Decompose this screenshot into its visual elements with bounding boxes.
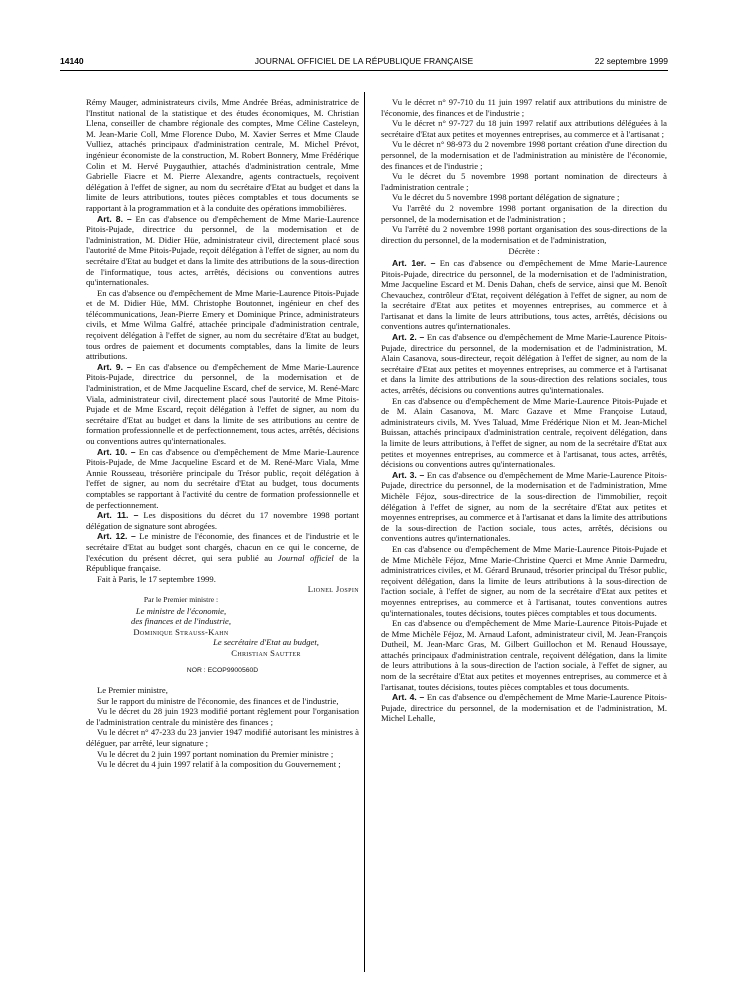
header-rule bbox=[60, 70, 668, 71]
publication-date: 22 septembre 1999 bbox=[594, 56, 668, 66]
paragraph: En cas d'absence ou d'empêchement de Mme Marie-Laurence Pitois-Pujade et de M. Didier Hüe, MM. Christophe Boutonnet, ingénieur en chef des télécommunications, Jean-Pierre Emery et Dominique Prince, administrateurs civils, et Mme Wilma Galfré, attachée principale d'administration centrale, reçoivent délégation à l'effet de signer, au nom du secrétaire d'Etat au budget, tous ordres de paiement et documents comptables, dans la limite de leurs attributions. bbox=[86, 287, 359, 362]
article-10 bbox=[86, 447, 359, 511]
article-text: Les dispositions du décret du 17 novembre 1998 portant délégation de signature sont abrogées. bbox=[86, 510, 359, 531]
visa: Vu l'arrêté du 2 novembre 1998 portant organisation des sous-directions de la direction du personnel, de la modernisation et de l'administration, bbox=[381, 224, 667, 245]
article-11 bbox=[86, 510, 359, 531]
minister-title-line2: des finances et de l'industrie, bbox=[131, 616, 231, 627]
paragraph: En cas d'absence ou d'empêchement de Mme Marie-Laurence Pitois-Pujade et de Mme Michèle Féjoz, M. Arnaud Lafont, administrateur civil, M. Jean-François Dutheil, M. Jean-Marc Gras, M. Gilbert Guillochon et M. Renaud Houssaye, attachés principaux d'administration centrale, reçoivent délégation, dans la limite de leurs attributions à la sous-direction de l'action sociale, à l'effet de signer, au nom de la secrétaire d'Etat aux petites et moyennes entreprises, au commerce et à l'artisanat, toutes décisions, toutes pièces comptables et tous documents. bbox=[381, 618, 667, 692]
article-9 bbox=[86, 362, 359, 447]
article-label: Art. 8. – bbox=[97, 213, 132, 224]
article-label: Art. 12. – bbox=[97, 531, 136, 542]
minister-name: Dominique Strauss-Kahn bbox=[133, 626, 229, 637]
article-text: En cas d'absence ou d'empêchement de Mme Marie-Laurence Pitois-Pujade, directrice du personnel, de la modernisation et de l'administration, Mme Jacqueline Escard et M. Denis Dahan, chefs de service, ainsi que M. Benoît Chevauchez, contrôleur d'Etat, reçoivent délégation à l'effet de signer, au nom de la secrétaire d'Etat aux petites et moyennes entreprises, au commerce et à l'artisanat et dans la limite de leurs attributions, tous actes, arrêtés, décisions ou conventions autres qu'internationales. bbox=[381, 257, 667, 332]
article-label: Art. 4. – bbox=[392, 692, 425, 703]
left-column bbox=[86, 97, 359, 770]
article-label: Art. 2. – bbox=[392, 332, 425, 343]
article-text: En cas d'absence ou d'empêchement de Mme Marie-Laurence Pitois-Pujade, directrice du personnel, de la modernisation et de l'administration, M. Alain Casanova, sous-directeur, reçoit délégation à l'effet de signer, au nom de la secrétaire d'Etat aux petites et moyennes entreprises, au commerce et à l'artisanat et dans la limite des attributions de la sous-direction des relations sociales, tous actes, arrêtés, décisions ou conventions autres qu'internationales. bbox=[381, 332, 668, 396]
signing-place-date: Fait à Paris, le 17 septembre 1999. bbox=[97, 573, 216, 584]
par-premier-ministre: Par le Premier ministre : bbox=[143, 594, 219, 604]
countersignature-block bbox=[86, 595, 276, 637]
visa: Sur le rapport du ministre de l'économie, des finances et de l'industrie, bbox=[97, 695, 339, 706]
visa: Vu le décret n° 97-710 du 11 juin 1997 relatif aux attributions du ministre de l'économie, des finances et de l'industrie ; bbox=[381, 97, 667, 118]
right-column bbox=[381, 97, 667, 724]
article-label: Art. 3. – bbox=[392, 469, 425, 480]
article-8 bbox=[86, 214, 359, 288]
paragraph: Rémy Mauger, administrateurs civils, Mme Andrée Bréas, administratrice de l'Institut national de la statistique et des études économiques, M. Christian Llena, conseiller de chambre régionale des comptes, Mme Céline Casteleyn, M. Jean-Marie Coll, Mme Florence Dubo, M. Xavier Serres et Mme Claude Vulliez, attachés principaux d'administration centrale, M. Michel Prévot, ingénieur économiste de la construction, M. Robert Bonnery, Mme Frédérique Colin et M. Hervé Puygauthier, attachés d'administration centrale, Mme Gabrielle Fiacre et M. Pierre Alexandre, agents contractuels, reçoivent délégation à l'effet de signer, au nom du secrétaire d'Etat au budget et dans la limite de leurs attributions, toutes pièces comptables et tous documents se rapportant à la programmation et à la conduite des opérations immobilières. bbox=[86, 97, 359, 213]
signatory-prime-minister: Lionel Jospin bbox=[307, 584, 359, 595]
visa: Vu le décret du 5 novembre 1998 portant nomination de directeurs à l'administration centrale ; bbox=[381, 171, 667, 192]
visa: Vu l'arrêté du 2 novembre 1998 portant organisation de la direction du personnel, de la modernisation et de l'administration ; bbox=[381, 202, 667, 224]
article-text: En cas d'absence ou d'empêchement de Mme Marie-Laurence Pitois-Pujade, directrice du personnel, de la modernisation et de l'administration, M. Michel Lehalle, bbox=[381, 692, 668, 724]
article-1 bbox=[381, 258, 667, 332]
visa: Vu le décret n° 47-233 du 23 janvier 1947 modifié autorisant les ministres à déléguer, par arrêté, leur signature ; bbox=[86, 727, 359, 749]
article-text: En cas d'absence ou d'empêchement de Mme Marie-Laurence Pitois-Pujade, directrice du personnel, de la modernisation et de l'administration, Mme Michèle Féjoz, sous-directrice de la sous-direction de l'immobilier, reçoit délégation à l'effet de signer, au nom de la secrétaire d'Etat aux petites et moyennes entreprises, au commerce et à l'artisanat et dans la limite des attributions de la sous-direction de l'action sociale, tous actes, arrêtés, décisions ou conventions autres qu'internationales. bbox=[381, 469, 668, 544]
secretary-name: Christian Sautter bbox=[231, 647, 301, 658]
article-label: Art. 1er. – bbox=[392, 257, 436, 268]
visa: Vu le décret n° 97-727 du 18 juin 1997 relatif aux attributions déléguées à la secrétaire d'Etat aux petites et moyennes entreprises, au commerce et à l'artisanat ; bbox=[381, 118, 667, 139]
visa: Vu le décret du 5 novembre 1998 portant délégation de signature ; bbox=[392, 192, 620, 203]
minister-title-line1: Le ministre de l'économie, bbox=[135, 605, 227, 616]
page-header bbox=[60, 56, 668, 70]
journal-title: JOURNAL OFFICIEL DE LA RÉPUBLIQUE FRANÇAISE bbox=[254, 56, 474, 66]
nor-reference: NOR : ECOP9900560D bbox=[186, 667, 259, 675]
paragraph: En cas d'absence ou d'empêchement de Mme Marie-Laurence Pitois-Pujade et de M. Alain Casanova, M. Marc Gazave et Mme Françoise Lutaud, administrateurs civils, M. Yves Taluad, Mme Frédérique Nion et M. Jean-Michel Buissan, attachés principaux d'administration centrale, reçoivent délégation, dans la limite de leurs attributions, à l'effet de signer, au nom de la secrétaire d'Etat aux petites et moyennes entreprises, au commerce et à l'artisanat, tous actes, arrêtés, décisions ou conventions autres qu'internationales. bbox=[381, 395, 667, 470]
visa: Vu le décret n° 98-973 du 2 novembre 1998 portant création d'une direction du personnel, de la modernisation et de l'administration au ministère de l'économie, des finances et de l'industrie ; bbox=[381, 139, 667, 171]
pm-intro: Le Premier ministre, bbox=[97, 685, 168, 696]
article-text: de la République française. bbox=[86, 552, 360, 574]
visa: Vu le décret du 28 juin 1923 modifié portant règlement pour l'organisation de l'administration centrale du ministère des finances ; bbox=[86, 706, 359, 727]
decrete-heading: Décrète : bbox=[508, 246, 540, 257]
column-divider bbox=[364, 92, 365, 972]
journal-reference: Journal officiel bbox=[277, 552, 334, 563]
visa: Vu le décret du 4 juin 1997 relatif à la composition du Gouvernement ; bbox=[97, 759, 341, 770]
article-2 bbox=[381, 332, 667, 396]
article-text: Le ministre de l'économie, des finances et de l'industrie et le secrétaire d'Etat au budget sont chargés, chacun en ce qui le concerne, de l'exécution du présent décret, qui sera publié au bbox=[86, 531, 359, 563]
article-text: En cas d'absence ou d'empêchement de Mme Marie-Laurence Pitois-Pujade, de Mme Jacqueline Escard et de M. René-Marc Viala, Mme Annie Rousseau, trésorière principale du Trésor public, reçoit délégation à l'effet de signer, au nom du secrétaire d'Etat au budget, tous documents comptables se rapportant à l'activité du centre de formation professionnelle et de perfectionnement. bbox=[86, 446, 359, 510]
article-text: En cas d'absence ou d'empêchement de Mme Marie-Laurence Pitois-Pujade, directrice du personnel, de la modernisation et de l'administration, et de Mme Jacqueline Escard, chef de service, M. René-Marc Viala, administrateur civil, directement placé sous l'autorité de Mme Pitois-Pujade et de Mme Escard, reçoit délégation à l'effet de signer, au nom du secrétaire d'Etat au budget et dans la limite de ses attributions au centre de formation professionnelle et de perfectionnement, tous actes, arrêtés, décisions ou conventions autres qu'internationales. bbox=[86, 361, 359, 446]
article-label: Art. 10. – bbox=[97, 446, 136, 457]
secretary-title: Le secrétaire d'Etat au budget, bbox=[213, 637, 319, 648]
page-number: 14140 bbox=[60, 56, 84, 66]
visa: Vu le décret du 2 juin 1997 portant nomination du Premier ministre ; bbox=[97, 748, 334, 759]
paragraph: En cas d'absence ou d'empêchement de Mme Marie-Laurence Pitois-Pujade et de Mme Michèle Féjoz, Mme Marie-Christine Querci et Mme Annie Darmedru, administratrices civiles, et M. Gérard Brunaud, trésorier principal du Trésor public, reçoivent délégation, dans la limite de leurs attributions à la sous-direction de l'action sociale, à l'effet de signer, au nom de la secrétaire d'Etat aux petites et moyennes entreprises, au commerce et à l'artisanat, toutes conventions autres qu'internationales, toutes décisions, toutes pièces comptables et tous documents. bbox=[381, 543, 667, 618]
article-label: Art. 11. – bbox=[97, 510, 139, 521]
secretary-signature-block bbox=[156, 637, 376, 658]
article-3 bbox=[381, 470, 667, 544]
article-label: Art. 9. – bbox=[97, 361, 132, 372]
article-text: En cas d'absence ou d'empêchement de Mme Marie-Laurence Pitois-Pujade, directrice du personnel, de la modernisation et de l'administration, M. Didier Hüe, administrateur civil, directement placé sous l'autorité de Mme Pitois-Pujade, reçoit délégation à l'effet de signer, au nom du secrétaire d'Etat au budget et dans la limite des attributions de la sous-direction de l'informatique, tous actes, arrêtés, décisions ou conventions autres qu'internationales. bbox=[86, 213, 359, 288]
article-12 bbox=[86, 531, 359, 573]
article-4 bbox=[381, 692, 667, 724]
